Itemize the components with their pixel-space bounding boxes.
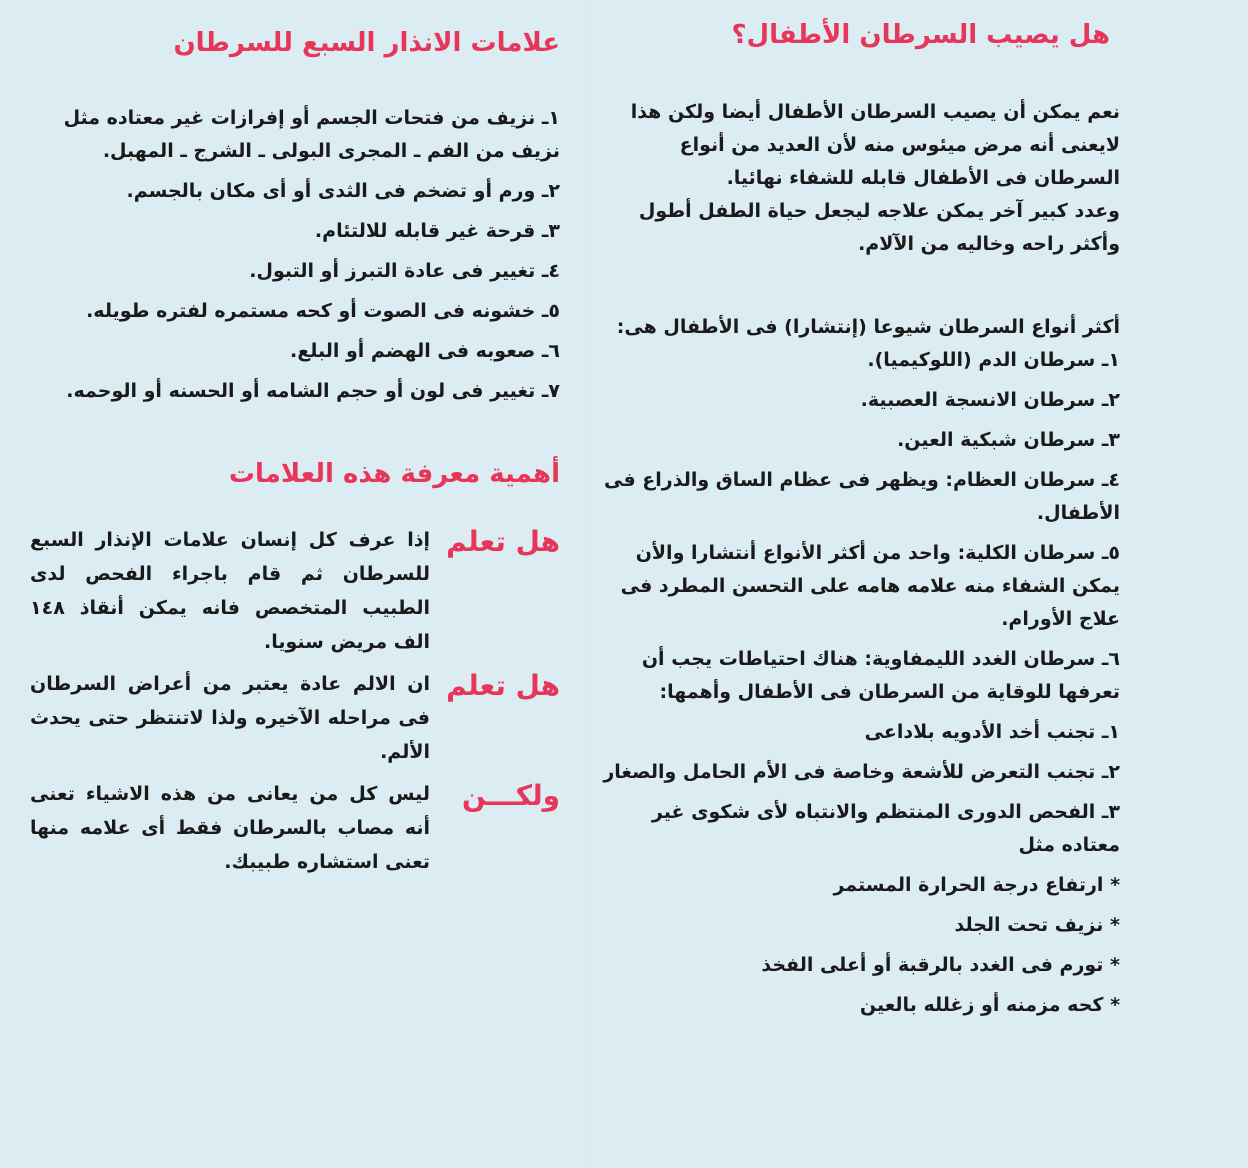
- list-item: ٧ـ تغيير فى لون أو حجم الشامه أو الحسنه أو الوحمه.: [66, 380, 560, 402]
- list-item: * نزيف تحت الجلد: [954, 914, 1120, 936]
- list-item: ٤ـ سرطان العظام: ويظهر فى عظام الساق والذراع فى الأطفال.: [604, 469, 1120, 524]
- fact-label: ولكـــن: [461, 779, 560, 812]
- page-fold-divider: [590, 0, 592, 1168]
- list-item: ٥ـ سرطان الكلية: واحد من أكثر الأنواع أنتشارا والأن يمكن الشفاء منه علامه هامه على التحسن المطرد فى علاج الأورام.: [620, 542, 1120, 630]
- warning-signs-title: علامات الانذار السبع للسرطان: [173, 28, 560, 58]
- list-item: ٦ـ سرطان الغدد الليمفاوية: هناك احتياطات يجب أن تعرفها للوقاية من السرطان فى الأطفال وأهمها:: [641, 648, 1120, 703]
- list-item: ١ـ تجنب أخد الأدويه بلاداعى: [864, 721, 1120, 743]
- symptoms-list: [600, 869, 1120, 1022]
- warning-signs-list: [30, 102, 560, 408]
- fact-block: [30, 523, 560, 659]
- children-cancer-title: هل يصيب السرطان الأطفال؟: [731, 20, 1110, 50]
- list-item: ٥ـ خشونه فى الصوت أو كحه مستمره لفتره طويله.: [86, 300, 560, 322]
- types-intro: أكثر أنواع السرطان شيوعا (إنتشارا) فى الأطفال هى:: [616, 316, 1120, 338]
- list-item: ٢ـ ورم أو تضخم فى الثدى أو أى مكان بالجسم.: [126, 180, 560, 202]
- fact-text: إذا عرف كل إنسان علامات الإنذار السبع للسرطان ثم قام باجراء الفحص لدى الطبيب المتخصص فانه يمكن أنقاذ ١٤٨ الف مريض سنويا.: [30, 529, 430, 653]
- list-item: * ارتفاع درجة الحرارة المستمر: [833, 874, 1120, 896]
- list-item: ٣ـ الفحص الدورى المنتظم والانتباه لأى شكوى غير معتاده مثل: [651, 801, 1120, 856]
- fact-label: هل تعلم: [446, 525, 560, 558]
- fact-block: [30, 777, 560, 879]
- list-item: * كحه مزمنه أو زغلله بالعين: [859, 994, 1120, 1016]
- fact-text: ليس كل من يعانى من هذه الاشياء تعنى أنه مصاب بالسرطان فقط أى علامه منها تعنى استشاره طبيبك.: [30, 783, 430, 873]
- list-item: ١ـ نزيف من فتحات الجسم أو إفرازات غير معتاده مثل نزيف من الفم ـ المجرى البولى ـ الشرج ـ المهبل.: [63, 107, 560, 162]
- list-item: ٤ـ تغيير فى عادة التبرز أو التبول.: [249, 260, 560, 282]
- right-column: [600, 14, 1120, 1029]
- importance-title: أهمية معرفة هذه العلامات: [228, 459, 560, 489]
- fact-block: [30, 667, 560, 769]
- list-item: ٦ـ صعوبه فى الهضم أو البلع.: [290, 340, 560, 362]
- list-item: ٢ـ سرطان الانسجة العصبية.: [860, 389, 1120, 411]
- cancer-types-list: [600, 344, 1120, 709]
- list-item: ٣ـ قرحة غير قابله للالتئام.: [314, 220, 560, 242]
- fact-label: هل تعلم: [446, 669, 560, 702]
- intro-paragraph-2: وعدد كبير آخر يمكن علاجه ليجعل حياة الطفل أطول وأكثر راحه وخاليه من الآلام.: [638, 200, 1120, 255]
- list-item: ٢ـ تجنب التعرض للأشعة وخاصة فى الأم الحامل والصغار: [603, 761, 1120, 783]
- list-item: * تورم فى الغدد بالرقبة أو أعلى الفخذ: [761, 954, 1120, 976]
- precautions-list: [600, 716, 1120, 862]
- list-item: ٣ـ سرطان شبكية العين.: [897, 429, 1120, 451]
- fact-text: ان الالم عادة يعتبر من أعراض السرطان فى مراحله الآخيره ولذا لاتنتظر حتى يحدث الألم.: [30, 673, 430, 763]
- intro-paragraph-1: نعم يمكن أن يصيب السرطان الأطفال أيضا ولكن هذا لايعنى أنه مرض ميئوس منه لأن العديد من أنواع السرطان فى الأطفال قابله للشفاء نهائيا.: [630, 101, 1120, 189]
- left-column: [30, 14, 560, 887]
- list-item: ١ـ سرطان الدم (اللوكيميا).: [867, 349, 1120, 371]
